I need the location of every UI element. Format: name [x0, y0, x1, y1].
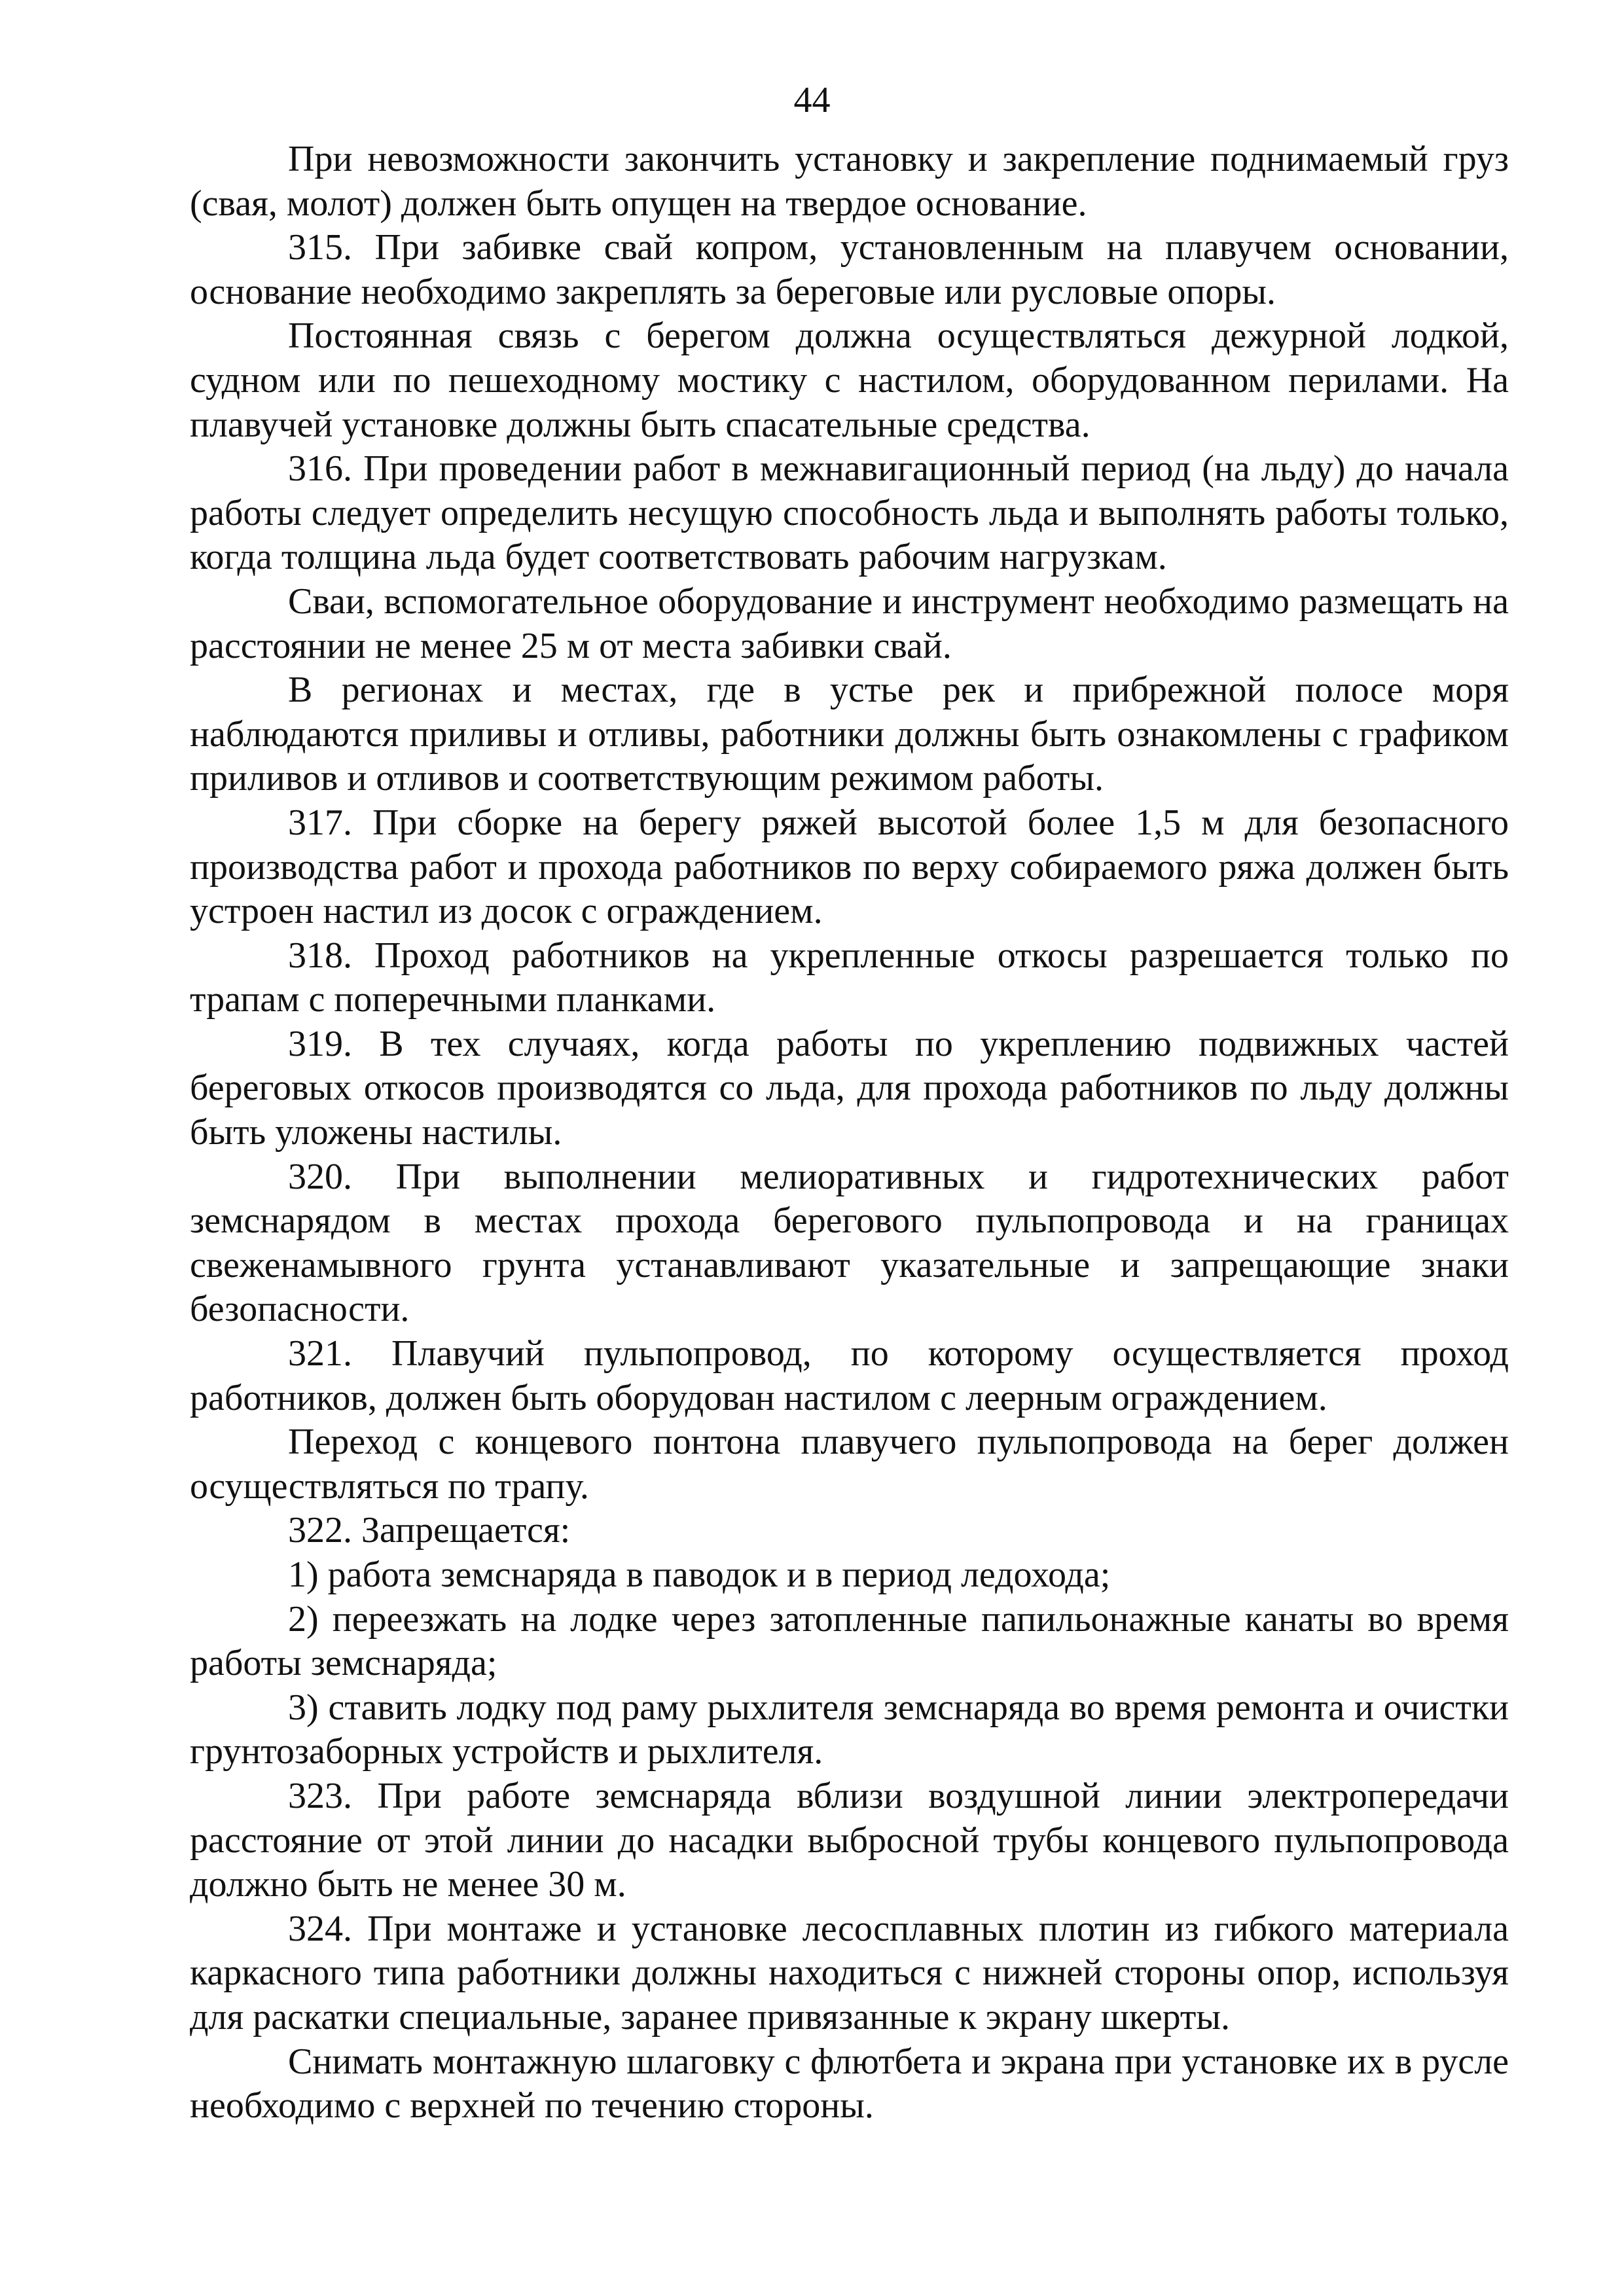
page-number: 44 — [793, 80, 831, 120]
paragraph: В регионах и местах, где в устье рек и прибрежной полосе моря наблюдаются приливы и отливы, работники должны быть ознакомлены с графиком приливов и отливов и соответствующим режимом работы. — [190, 670, 1509, 799]
paragraph: 319. В тех случаях, когда работы по укреплению подвижных частей береговых откосов производятся со льда, для прохода работников по льду должны быть уложены настилы. — [190, 1023, 1509, 1153]
paragraph: Постоянная связь с берегом должна осуществляться дежурной лодкой, судном или по пешеходному мостику с настилом, оборудованном перилами. На плавучей установке должны быть спасательные средства. — [190, 315, 1509, 445]
paragraph: 322. Запрещается: — [288, 1510, 571, 1551]
document-body — [190, 137, 1509, 2128]
paragraph: 316. При проведении работ в межнавигационный период (на льду) до начала работы следует определить несущую способность льда и выполнять работы только, когда толщина льда будет соответствовать рабочим нагрузкам. — [190, 448, 1509, 578]
paragraph: Переход с концевого понтона плавучего пульпопровода на берег должен осуществляться по трапу. — [190, 1422, 1509, 1507]
paragraph: При невозможности закончить установку и закрепление поднимаемый груз (свая, молот) должен быть опущен на твердое основание. — [190, 139, 1509, 224]
paragraph: 2) переезжать на лодке через затопленные папильонажные канаты во время работы земснаряда; — [190, 1598, 1509, 1684]
paragraph: 1) работа земснаряда в паводок и в период ледохода; — [288, 1554, 1111, 1595]
paragraph: 324. При монтаже и установке лесосплавных плотин из гибкого материала каркасного типа работники должны находиться с нижней стороны опор, используя для раскатки специальные, заранее привязанные к экрану шкерты. — [190, 1908, 1509, 2037]
paragraph: 321. Плавучий пульпопровод, по которому осуществляется проход работников, должен быть оборудован настилом с леерным ограждением. — [190, 1333, 1509, 1418]
paragraph: 320. При выполнении мелиоративных и гидротехнических работ земснарядом в местах прохода берегового пульпопровода и на границах свеженамывного грунта устанавливают указательные и запрещающие знаки безопасности. — [190, 1156, 1509, 1330]
paragraph: Снимать монтажную шлаговку с флютбета и экрана при установке их в русле необходимо с верхней по течению стороны. — [190, 2041, 1509, 2126]
paragraph: 318. Проход работников на укрепленные откосы разрешается только по трапам с поперечными планками. — [190, 935, 1509, 1020]
paragraph: 323. При работе земснаряда вблизи воздушной линии электропередачи расстояние от этой линии до насадки выбросной трубы концевого пульпопровода должно быть не менее 30 м. — [190, 1775, 1509, 1905]
paragraph: Сваи, вспомогательное оборудование и инструмент необходимо размещать на расстоянии не менее 25 м от места забивки свай. — [190, 581, 1509, 666]
paragraph: 317. При сборке на берегу ряжей высотой более 1,5 м для безопасного производства работ и прохода работников по верху собираемого ряжа должен быть устроен настил из досок с ограждением. — [190, 802, 1509, 932]
paragraph: 315. При забивке свай копром, установленным на плавучем основании, основание необходимо закреплять за береговые или русловые опоры. — [190, 227, 1509, 312]
paragraph: 3) ставить лодку под раму рыхлителя земснаряда во время ремонта и очистки грунтозаборных устройств и рыхлителя. — [190, 1687, 1509, 1772]
